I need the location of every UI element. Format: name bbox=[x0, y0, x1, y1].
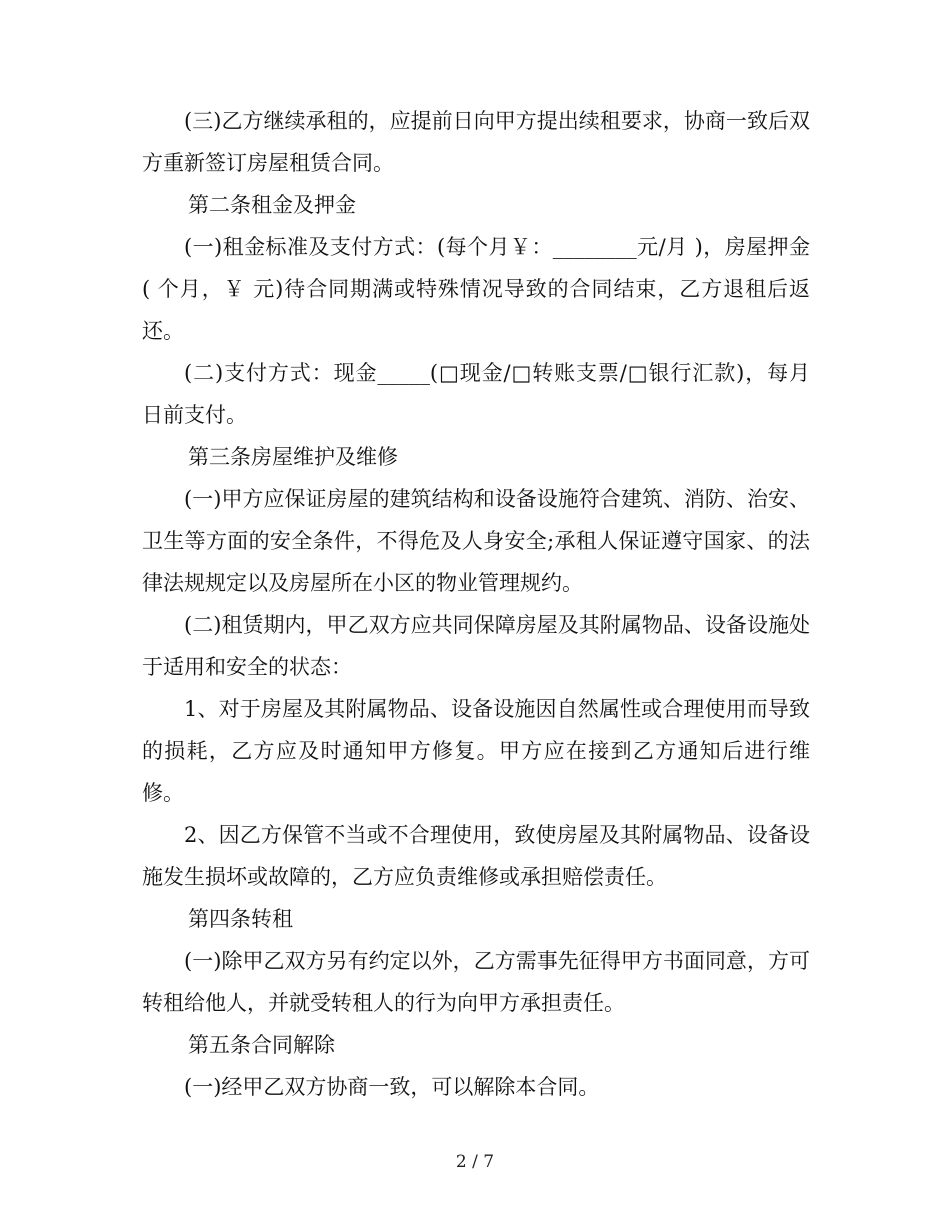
paragraph-safety-conditions: (一)甲方应保证房屋的建筑结构和设备设施符合建筑、消防、治安、卫生等方面的安全条件，不得危及人身安全;承租人保证遵守国家、的法律法规规定以及房屋所在小区的物业管理规约。 bbox=[142, 487, 810, 595]
document-body bbox=[142, 100, 810, 1108]
paragraph-rent-standard: (一)租金标准及支付方式：(每个月￥：________元/月 )，房屋押金 ( 个月，￥ 元)待合同期满或特殊情况导致的合同结束，乙方退租后返还。 bbox=[142, 235, 810, 343]
page-number: 2 / 7 bbox=[455, 1152, 495, 1172]
paragraph-improper-use: 2、因乙方保管不当或不合理使用，致使房屋及其附属物品、设备设施发生损坏或故障的，乙方应负责维修或承担赔偿责任。 bbox=[142, 823, 810, 889]
section-heading-maintenance: 第三条房屋维护及维修 bbox=[188, 445, 398, 469]
paragraph-payment-method: (二)支付方式：现金_____(□现金/□转账支票/□银行汇款)，每月 日前支付。 bbox=[142, 361, 810, 427]
paragraph-renewal: (三)乙方继续承租的，应提前日向甲方提出续租要求，协商一致后双方重新签订房屋租赁合同。 bbox=[142, 109, 810, 175]
paragraph-mutual-termination: (一)经甲乙双方协商一致，可以解除本合同。 bbox=[184, 1075, 600, 1099]
paragraph-natural-wear: 1、对于房屋及其附属物品、设备设施因自然属性或合理使用而导致的损耗，乙方应及时通知甲方修复。甲方应在接到乙方通知后进行维修。 bbox=[142, 697, 810, 805]
paragraph-sublease-consent: (一)除甲乙双方另有约定以外，乙方需事先征得甲方书面同意，方可转租给他人，并就受转租人的行为向甲方承担责任。 bbox=[142, 949, 810, 1015]
section-heading-termination: 第五条合同解除 bbox=[188, 1033, 335, 1057]
paragraph-joint-protection: (二)租赁期内，甲乙双方应共同保障房屋及其附属物品、设备设施处于适用和安全的状态： bbox=[142, 613, 810, 679]
section-heading-rent-deposit: 第二条租金及押金 bbox=[188, 193, 356, 217]
section-heading-sublease: 第四条转租 bbox=[188, 907, 293, 931]
